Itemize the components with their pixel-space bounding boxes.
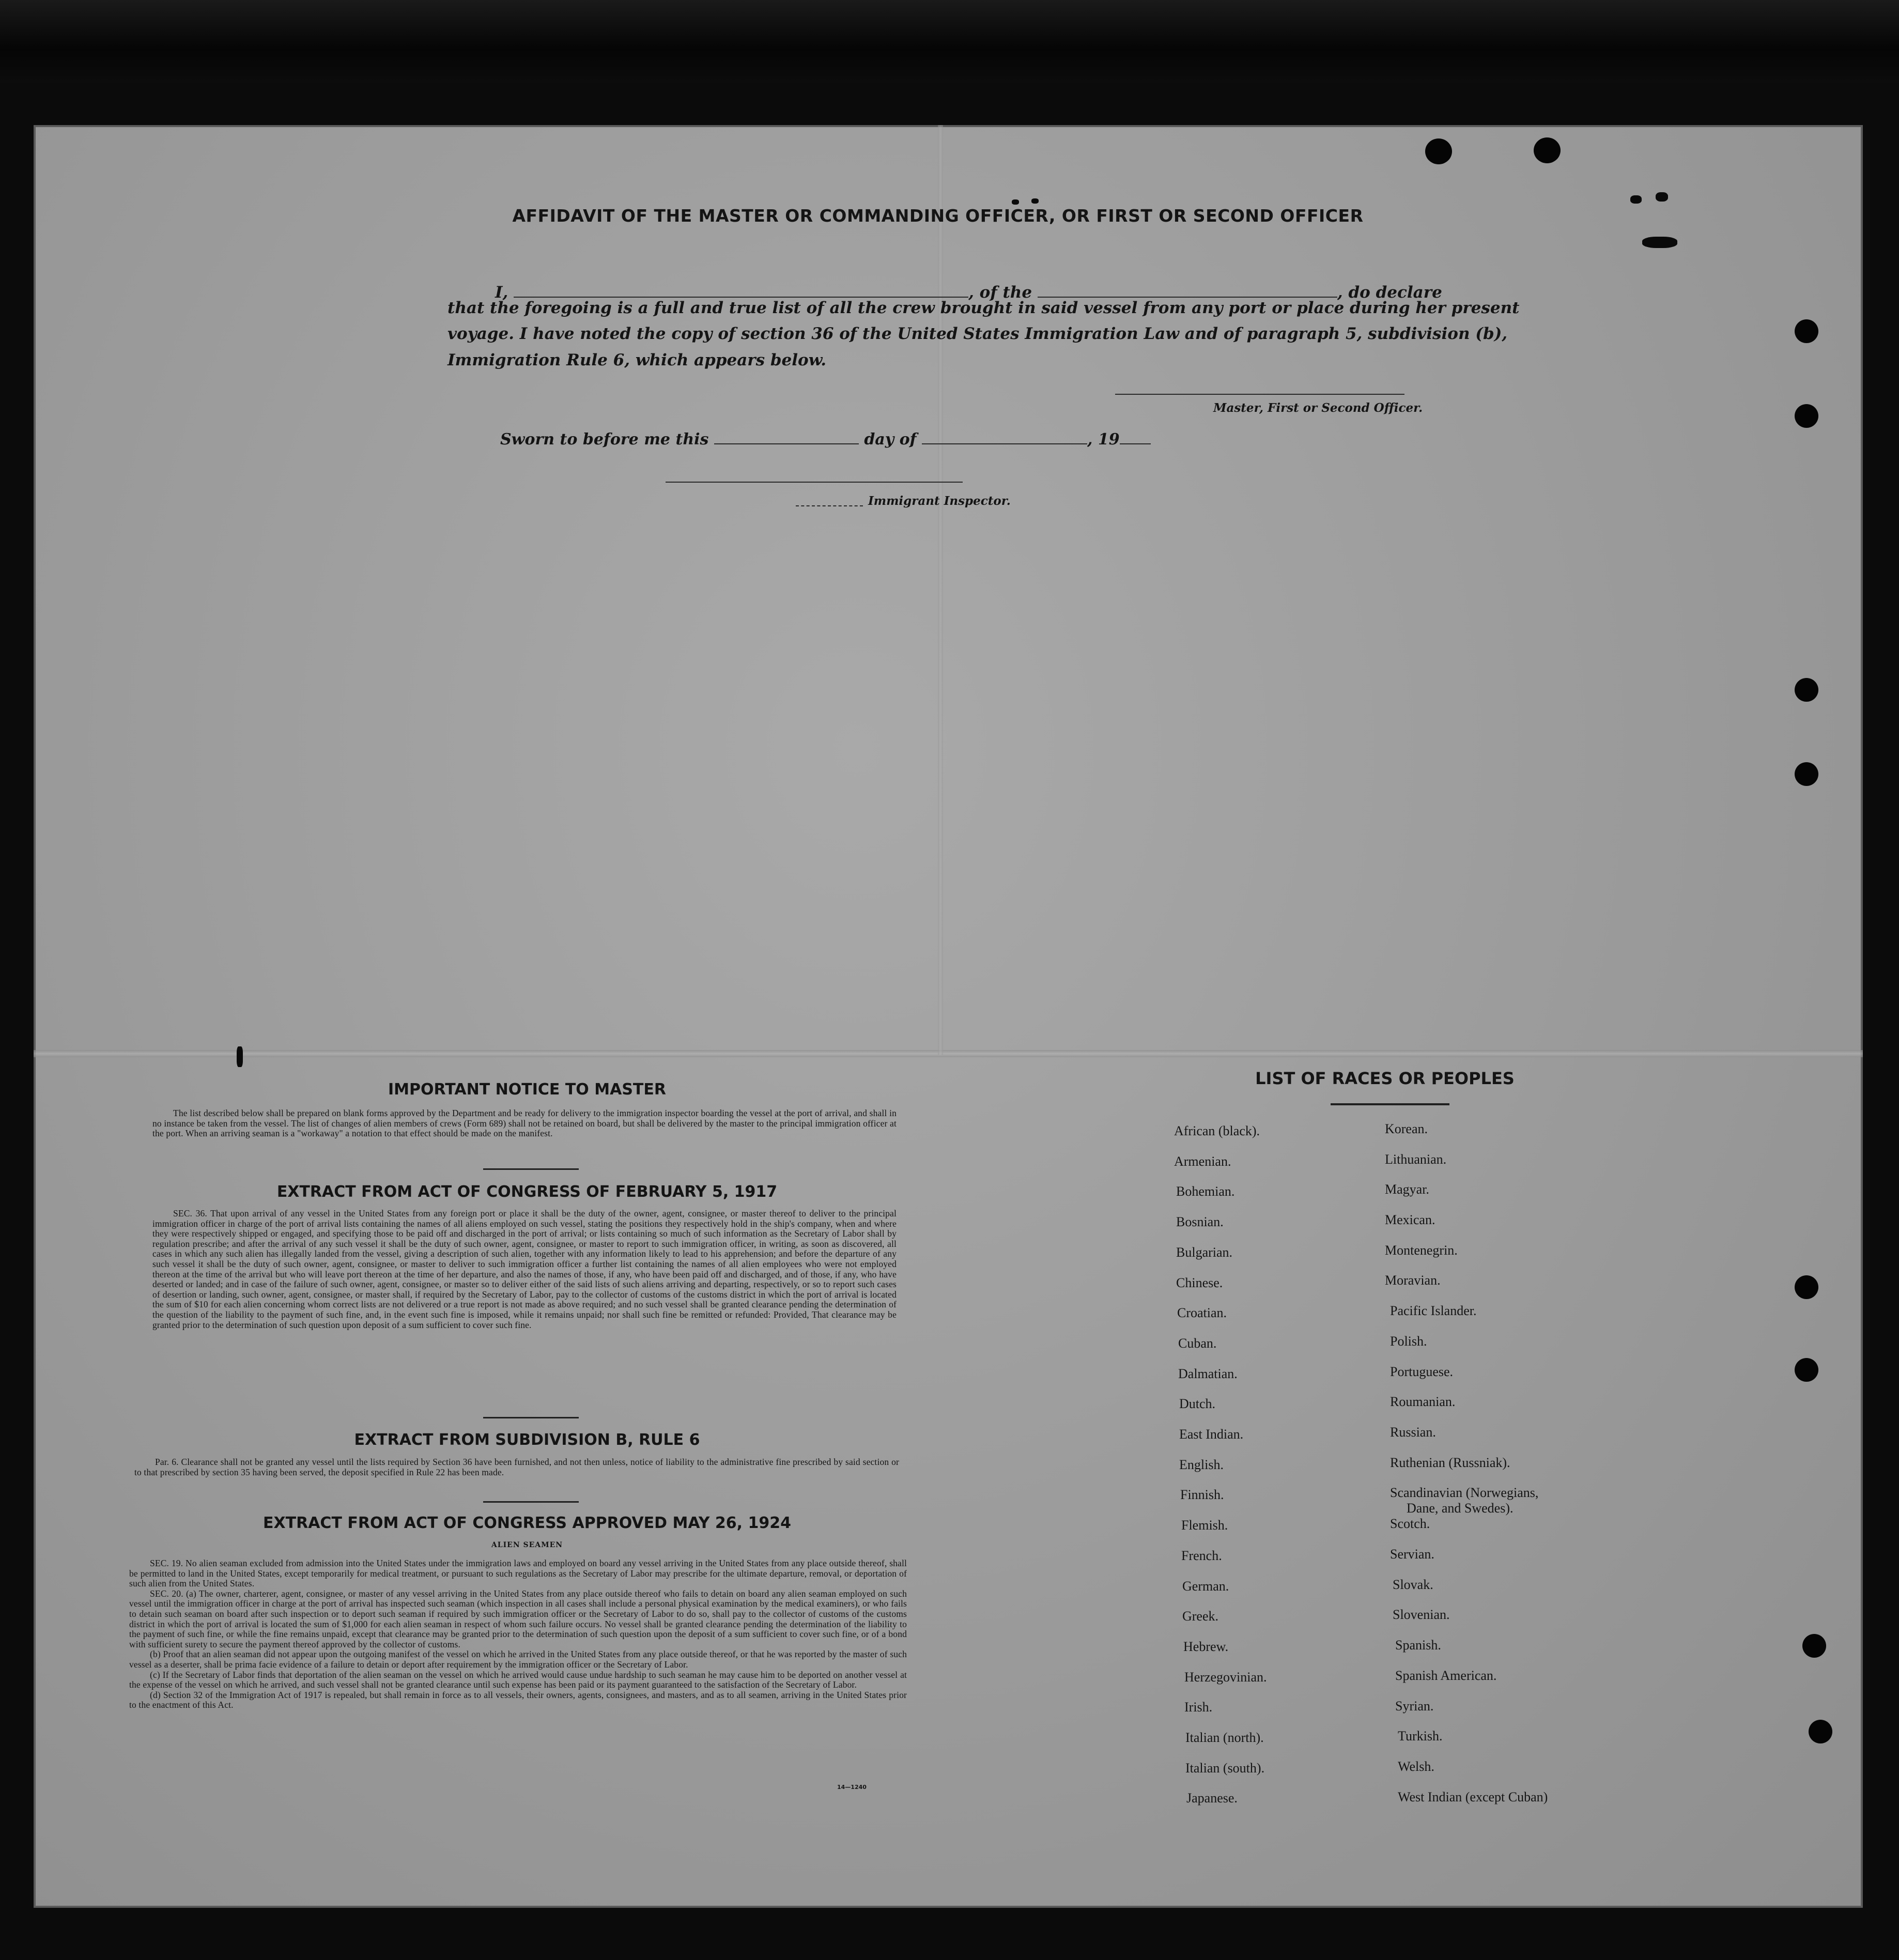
ink-blot xyxy=(237,1046,243,1067)
notice-paragraph: The list described below shall be prepared on blank forms approved by the Department and be ready for delivery to the immigration inspector boarding the vessel at the port of arrival, and shall in no instance be taken from the vessel. The list of changes of alien members of crews (Form 689) shall not be retained on board, but shall be delivered by the master to the principal immigration officer at the port. When an arriving seaman is a "workaway" a notation to that effect should be made on the manifest. xyxy=(152,1108,897,1139)
sworn-prefix: Sworn to before me this xyxy=(500,430,709,449)
sec-20d-paragraph: (d) Section 32 of the Immigration Act of 1917 is repealed, but shall remain in force as to all vessels, their owners, agents, consignees, and masters, and as to all seamen, arriving in the United States prior to the enactment of this Act. xyxy=(129,1689,907,1710)
race-item: Syrian. xyxy=(1395,1699,1434,1714)
race-item: Irish. xyxy=(1184,1700,1213,1715)
horizontal-fold xyxy=(34,1050,1863,1057)
section-divider xyxy=(483,1417,579,1418)
race-item: Magyar. xyxy=(1385,1182,1429,1197)
extract-rule6-title: EXTRACT FROM SUBDIVISION B, RULE 6 xyxy=(354,1431,700,1449)
sworn-line xyxy=(500,430,1151,449)
ink-blot xyxy=(1031,198,1039,204)
vessel-name-field[interactable] xyxy=(1038,283,1337,298)
sec-20b-paragraph: (b) Proof that an alien seaman did not appear upon the outgoing manifest of the vessel on which he arrived in the United States from any place outside thereof, or that he was reported by the master of such vessel as a deserter, shall be prima facie evidence of a failure to detain or deport after requirement by the immigration officer or the Secretary of Labor. xyxy=(129,1649,907,1670)
affidavit-text-line: that the foregoing is a full and true list of all the crew brought in said vessel from any port or place during her present xyxy=(447,299,1520,317)
affidavit-text-line: voyage. I have noted the copy of section 36 of the United States Immigration Law and of paragraph 5, subdivision (b), xyxy=(447,325,1508,343)
ink-blot xyxy=(1656,192,1668,202)
vessel-prefix: , of the xyxy=(968,283,1032,302)
race-item: Cuban. xyxy=(1178,1336,1217,1351)
race-item: Lithuanian. xyxy=(1385,1152,1447,1167)
race-item: Armenian. xyxy=(1174,1154,1231,1169)
race-item: German. xyxy=(1182,1579,1229,1594)
notice-text xyxy=(152,1108,897,1139)
alien-seamen-subtitle: ALIEN SEAMEN xyxy=(491,1541,563,1549)
race-item: Bulgarian. xyxy=(1176,1245,1233,1260)
punch-hole xyxy=(1795,678,1818,702)
affidavit-text-line: Immigration Rule 6, which appears below. xyxy=(447,351,827,369)
vertical-fold xyxy=(938,125,943,1055)
punch-hole xyxy=(1809,1720,1832,1743)
race-item: Mexican. xyxy=(1385,1212,1435,1227)
race-item: Portuguese. xyxy=(1390,1364,1454,1379)
extract-1924-title: EXTRACT FROM ACT OF CONGRESS APPROVED MAY 26, 1924 xyxy=(263,1514,791,1532)
affidavit-title: AFFIDAVIT OF THE MASTER OR COMMANDING OFFICER, OR FIRST OR SECOND OFFICER xyxy=(512,206,1364,226)
master-signature-field[interactable] xyxy=(1115,394,1404,395)
race-item: Dane, and Swedes). xyxy=(1407,1501,1514,1516)
punch-hole xyxy=(1795,319,1818,343)
sec-20c-paragraph: (c) If the Secretary of Labor finds that deportation of the alien seaman on the vessel on which he arrived would cause undue hardship to such seaman he may cause him to be deported on another vessel at the expense of the vessel on which he arrived, and such vessel shall not be granted clearance until such expense has been paid or its payment guaranteed to the satisfaction of the Secretary of Labor. xyxy=(129,1669,907,1690)
race-item: French. xyxy=(1181,1548,1222,1563)
race-item: Scandinavian (Norwegians, xyxy=(1390,1485,1539,1500)
race-item: Italian (south). xyxy=(1185,1761,1265,1776)
race-item: Bohemian. xyxy=(1176,1184,1235,1199)
race-item: Scotch. xyxy=(1390,1516,1430,1531)
section-divider xyxy=(483,1168,579,1170)
race-item: Montenegrin. xyxy=(1385,1243,1458,1258)
punch-hole xyxy=(1795,1275,1818,1299)
race-item: Ruthenian (Russniak). xyxy=(1390,1455,1510,1470)
sec-20a-paragraph: SEC. 20. (a) The owner, charterer, agent, consignee, or master of any vessel arriving in the United States from any place outside thereof who fails to detain on board any alien seaman employed on such vessel until the immigration officer in charge at the port of arrival has inspected such seaman (which inspection in all cases shall include a personal physical examination by the medical examiners), or who fails to detain such seaman on board after such inspection or to deport such seaman if required by such immigration officer or the Secretary of Labor to do so, shall pay to the collector of customs of the customs district in which the port of arrival is located the sum of $1,000 for each alien seaman in respect of whom such failure occurs. No vessel shall be granted clearance pending the determination of the liability to the payment of such fine, or while the fine remains unpaid, except that clearance may be granted prior to the determination of such question upon the deposit of a sum sufficient to cover such fine, or of a bond with sufficient surety to secure the payment thereof approved by the collector of customs. xyxy=(129,1588,907,1649)
race-item: Spanish. xyxy=(1395,1638,1441,1653)
inspector-caption: Immigrant Inspector. xyxy=(868,494,1011,508)
notice-title: IMPORTANT NOTICE TO MASTER xyxy=(388,1081,666,1099)
extract-1924-text xyxy=(129,1558,907,1710)
race-item: English. xyxy=(1179,1457,1224,1472)
race-item: Herzegovinian. xyxy=(1184,1670,1267,1685)
race-item: Hebrew. xyxy=(1183,1639,1229,1654)
declarant-prefix: I, xyxy=(495,283,508,302)
scanner-top-band xyxy=(0,0,1899,83)
race-item: Pacific Islander. xyxy=(1390,1303,1477,1318)
race-item: Turkish. xyxy=(1398,1728,1443,1743)
races-title: LIST OF RACES OR PEOPLES xyxy=(1255,1069,1515,1088)
inspector-signature-field[interactable] xyxy=(666,482,963,483)
race-item: African (black). xyxy=(1174,1123,1260,1138)
section-divider xyxy=(483,1501,579,1503)
section-36-paragraph: SEC. 36. That upon arrival of any vessel in the United States from any foreign port or place it shall be the duty of the owner, agent, consignee, or master thereof to deliver to the principal immigration officer in charge of the port of arrival lists containing the names of all aliens employed on such vessel, stating the positions they respectively hold in the ship's company, when and where they were respectively shipped or engaged, and specifying those to be paid off and discharged in the port of arrival; or lists containing so much of such information as the Secretary of Labor shall by regulation prescribe; and after the arrival of any such vessel it shall be the duty of such owner, agent, consignee, or master to report to such immigration officer, in writing, as soon as discovered, all cases in which any such alien has illegally landed from the vessel, giving a description of such alien, together with any information likely to lead to his apprehension; and before the departure of any such vessel it shall be the duty of such owner, agent, consignee, or master to deliver to such immigration officer a further list containing the names of all alien employees who were not employed thereon at the time of the arrival but who will leave port thereon at the time of her departure, and also the names of those, if any, who have been paid off and discharged, and of those, if any, who have deserted or landed; and in case of the failure of such owner, agent, consignee, or master so to deliver either of the said lists of such aliens arriving and departing, respectively, or so to report such cases of desertion or landing, such owner, agent, consignee, or master shall, if required by the Secretary of Labor, pay to the collector of customs of the customs district in which the port of arrival is located the sum of $10 for each alien concerning whom correct lists are not delivered or a true report is not made as above required; and no such vessel shall be granted clearance pending the determination of the question of the liability to the payment of such fine, and, in the event such fine is imposed, while it remains unpaid; nor shall such fine be remitted or refunded: Provided, That clearance may be granted prior to the determination of such question upon deposit of a sum sufficient to cover such fine. xyxy=(152,1208,897,1330)
punch-hole xyxy=(1425,138,1452,164)
race-item: Moravian. xyxy=(1385,1273,1441,1288)
declare-suffix: , do declare xyxy=(1337,283,1442,302)
race-item: Spanish American. xyxy=(1395,1668,1497,1683)
punch-hole xyxy=(1802,1634,1826,1658)
extract-rule6-text xyxy=(134,1457,899,1477)
punch-hole xyxy=(1795,1358,1818,1382)
race-item: Polish. xyxy=(1390,1334,1427,1349)
declarant-name-field[interactable] xyxy=(514,283,968,298)
master-signature-caption: Master, First or Second Officer. xyxy=(1213,401,1423,415)
race-item: Slovak. xyxy=(1393,1577,1433,1592)
races-title-underline xyxy=(1331,1103,1449,1105)
inspector-dash-line xyxy=(796,505,863,506)
race-item: Dutch. xyxy=(1179,1396,1216,1411)
extract-1917-title: EXTRACT FROM ACT OF CONGRESS OF FEBRUARY 5, 1917 xyxy=(276,1183,778,1201)
ink-blot xyxy=(1630,195,1642,204)
race-item: Italian (north). xyxy=(1185,1730,1264,1745)
sworn-day-field[interactable] xyxy=(714,430,859,444)
race-item: Japanese. xyxy=(1186,1791,1238,1805)
race-item: Roumanian. xyxy=(1390,1394,1456,1409)
form-number: 14—1240 xyxy=(837,1784,867,1791)
rule6-paragraph: Par. 6. Clearance shall not be granted any vessel until the lists required by Section 36 have been furnished, and not then unless, notice of liability to the administrative fine prescribed by said section or to that prescribed by section 35 having been served, the deposit specified in Rule 22 has been made. xyxy=(134,1457,899,1477)
sworn-year-field[interactable] xyxy=(1120,430,1151,444)
race-item: Korean. xyxy=(1385,1121,1428,1136)
ink-blot xyxy=(1012,199,1019,205)
race-item: Finnish. xyxy=(1180,1487,1224,1502)
race-item: East Indian. xyxy=(1179,1427,1244,1442)
sworn-month-field[interactable] xyxy=(922,430,1087,444)
race-item: Slovenian. xyxy=(1393,1607,1450,1622)
race-item: Servian. xyxy=(1390,1547,1434,1562)
extract-1917-text xyxy=(152,1209,897,1330)
punch-hole xyxy=(1795,762,1818,786)
race-item: Chinese. xyxy=(1176,1275,1223,1290)
race-item: Greek. xyxy=(1182,1609,1219,1624)
race-item: Welsh. xyxy=(1398,1759,1434,1774)
race-item: Bosnian. xyxy=(1176,1214,1224,1229)
race-item: Flemish. xyxy=(1181,1518,1228,1533)
punch-hole xyxy=(1795,404,1818,428)
race-item: West Indian (except Cuban) xyxy=(1398,1789,1548,1804)
race-item: Dalmatian. xyxy=(1178,1366,1238,1381)
day-of-label: day of xyxy=(864,430,917,449)
race-item: Russian. xyxy=(1390,1425,1436,1440)
sec-19-paragraph: SEC. 19. No alien seaman excluded from admission into the United States under the immigration laws and employed on board any vessel arriving in the United States from any place outside thereof, shall be permitted to land in the United States, except temporarily for medical treatment, or pursuant to such regulations as the Secretary of Labor may prescribe for the ultimate departure, removal, or deportation of such alien from the United States. xyxy=(129,1558,907,1589)
race-item: Croatian. xyxy=(1177,1305,1227,1320)
ink-blot xyxy=(1642,237,1677,248)
year-prefix: , 19 xyxy=(1087,430,1120,449)
punch-hole xyxy=(1534,137,1561,163)
